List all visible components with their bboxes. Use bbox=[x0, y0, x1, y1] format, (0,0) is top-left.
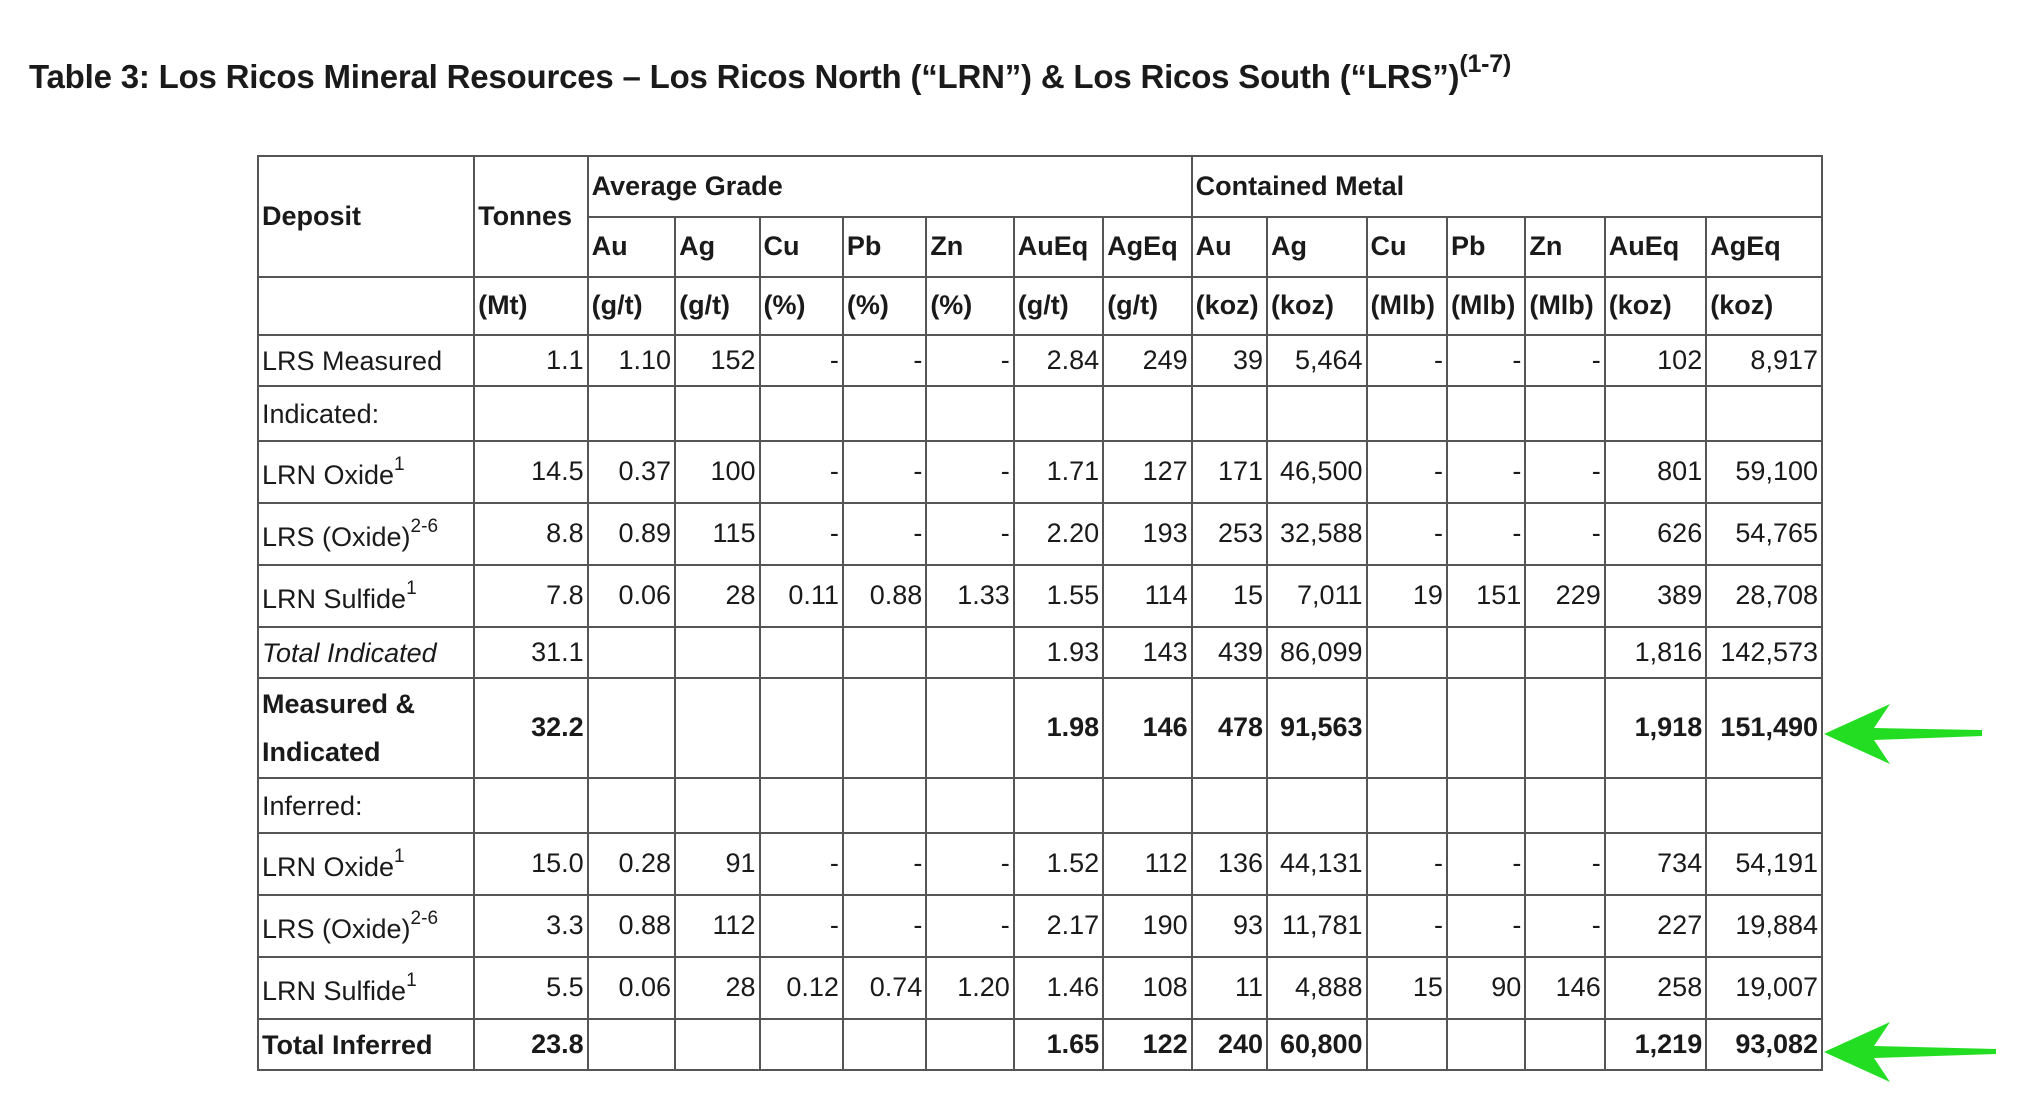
value-cell bbox=[760, 1019, 843, 1070]
value-cell: - bbox=[760, 503, 843, 565]
value-cell: 136 bbox=[1192, 833, 1267, 895]
contained-metal-header: Contained Metal bbox=[1192, 156, 1822, 217]
metal-header: AgEq bbox=[1706, 217, 1822, 277]
value-cell: 1.1 bbox=[474, 335, 588, 386]
value-cell bbox=[588, 778, 675, 833]
value-cell bbox=[474, 778, 588, 833]
value-cell bbox=[760, 678, 843, 778]
value-cell: 249 bbox=[1103, 335, 1191, 386]
deposit-label: LRS Measured bbox=[262, 345, 443, 376]
value-cell: 100 bbox=[675, 441, 759, 503]
value-cell bbox=[588, 678, 675, 778]
unit-header: (g/t) bbox=[1014, 277, 1103, 335]
deposit-cell bbox=[258, 565, 474, 627]
value-cell: 39 bbox=[1192, 335, 1267, 386]
value-cell: - bbox=[843, 441, 926, 503]
unit-header: (koz) bbox=[1605, 277, 1707, 335]
row-lrn-oxide-indicated bbox=[258, 441, 1822, 503]
value-cell: 15 bbox=[1367, 957, 1447, 1019]
value-cell: 229 bbox=[1525, 565, 1604, 627]
value-cell: 0.89 bbox=[588, 503, 675, 565]
value-cell bbox=[1367, 778, 1447, 833]
unit-header: (koz) bbox=[1267, 277, 1367, 335]
unit-header: (g/t) bbox=[588, 277, 675, 335]
metal-header: Au bbox=[588, 217, 675, 277]
row-total-indicated bbox=[258, 627, 1822, 678]
value-cell bbox=[474, 386, 588, 441]
value-cell: 1.46 bbox=[1014, 957, 1103, 1019]
value-cell: 19,884 bbox=[1706, 895, 1822, 957]
value-cell: 31.1 bbox=[474, 627, 588, 678]
value-cell: - bbox=[1367, 833, 1447, 895]
metal-header: Au bbox=[1192, 217, 1267, 277]
value-cell: 108 bbox=[1103, 957, 1191, 1019]
value-cell: 4,888 bbox=[1267, 957, 1367, 1019]
value-cell: - bbox=[1525, 335, 1604, 386]
row-measured-indicated bbox=[258, 678, 1822, 778]
header-row-units bbox=[258, 277, 1822, 335]
value-cell bbox=[1706, 778, 1822, 833]
row-lrs-oxide-indicated bbox=[258, 503, 1822, 565]
deposit-cell bbox=[258, 503, 474, 565]
value-cell bbox=[843, 678, 926, 778]
footnote-marker: 1 bbox=[406, 970, 417, 991]
value-cell bbox=[1367, 627, 1447, 678]
value-cell: 15 bbox=[1192, 565, 1267, 627]
value-cell: 5,464 bbox=[1267, 335, 1367, 386]
value-cell bbox=[1447, 678, 1525, 778]
value-cell: 19,007 bbox=[1706, 957, 1822, 1019]
row-lrn-sulfide-indicated bbox=[258, 565, 1822, 627]
value-cell: 171 bbox=[1192, 441, 1267, 503]
value-cell bbox=[1447, 627, 1525, 678]
metal-header: Ag bbox=[675, 217, 759, 277]
average-grade-header: Average Grade bbox=[588, 156, 1192, 217]
value-cell: 91,563 bbox=[1267, 678, 1367, 778]
value-cell: - bbox=[1367, 335, 1447, 386]
deposit-label: LRN Oxide bbox=[262, 852, 395, 882]
value-cell: - bbox=[1525, 895, 1604, 957]
value-cell: - bbox=[1367, 441, 1447, 503]
value-cell bbox=[926, 778, 1013, 833]
value-cell: 2.84 bbox=[1014, 335, 1103, 386]
value-cell: 7,011 bbox=[1267, 565, 1367, 627]
deposit-cell bbox=[258, 627, 474, 678]
row-total-inferred bbox=[258, 1019, 1822, 1070]
deposit-label: Total Indicated bbox=[262, 637, 437, 668]
deposit-cell bbox=[258, 957, 474, 1019]
value-cell: 142,573 bbox=[1706, 627, 1822, 678]
footnote-marker: 2-6 bbox=[410, 516, 439, 537]
value-cell bbox=[1706, 386, 1822, 441]
value-cell bbox=[843, 627, 926, 678]
metal-header: Pb bbox=[1447, 217, 1525, 277]
unit-header: (g/t) bbox=[1103, 277, 1191, 335]
value-cell: 1,816 bbox=[1605, 627, 1707, 678]
value-cell: 1.20 bbox=[926, 957, 1013, 1019]
value-cell: 1.98 bbox=[1014, 678, 1103, 778]
value-cell: 1.52 bbox=[1014, 833, 1103, 895]
value-cell: 112 bbox=[675, 895, 759, 957]
value-cell: 258 bbox=[1605, 957, 1707, 1019]
value-cell: 151 bbox=[1447, 565, 1525, 627]
deposit-label: Indicated: bbox=[262, 398, 380, 429]
footnote-marker: 1 bbox=[406, 578, 417, 599]
footnote-marker: 2-6 bbox=[410, 908, 439, 929]
row-lrn-oxide-inferred bbox=[258, 833, 1822, 895]
value-cell bbox=[1267, 386, 1367, 441]
unit-header: (%) bbox=[843, 277, 926, 335]
value-cell: 193 bbox=[1103, 503, 1191, 565]
value-cell bbox=[926, 1019, 1013, 1070]
value-cell: 734 bbox=[1605, 833, 1707, 895]
value-cell: 0.06 bbox=[588, 957, 675, 1019]
value-cell: 0.74 bbox=[843, 957, 926, 1019]
arrow-shape bbox=[1824, 704, 1982, 764]
unit-header: (%) bbox=[926, 277, 1013, 335]
deposit-cell bbox=[258, 1019, 474, 1070]
value-cell bbox=[1525, 678, 1604, 778]
unit-header: (Mlb) bbox=[1447, 277, 1525, 335]
value-cell: 227 bbox=[1605, 895, 1707, 957]
value-cell: - bbox=[926, 833, 1013, 895]
title-text: Table 3: Los Ricos Mineral Resources – Los Ricos North (“LRN”) & Los Ricos South (“LRS”) bbox=[29, 58, 1460, 95]
value-cell: 1.65 bbox=[1014, 1019, 1103, 1070]
row-lrs-oxide-inferred bbox=[258, 895, 1822, 957]
unit-header: (koz) bbox=[1706, 277, 1822, 335]
value-cell: 146 bbox=[1525, 957, 1604, 1019]
value-cell bbox=[1103, 778, 1191, 833]
value-cell: 626 bbox=[1605, 503, 1707, 565]
value-cell: 23.8 bbox=[474, 1019, 588, 1070]
value-cell: 2.17 bbox=[1014, 895, 1103, 957]
value-cell: 28 bbox=[675, 957, 759, 1019]
row-inferred-heading bbox=[258, 778, 1822, 833]
value-cell: - bbox=[760, 895, 843, 957]
deposit-label: Total Inferred bbox=[262, 1029, 433, 1060]
value-cell: 1.10 bbox=[588, 335, 675, 386]
value-cell bbox=[1367, 386, 1447, 441]
deposit-cell bbox=[258, 678, 474, 778]
value-cell: 46,500 bbox=[1267, 441, 1367, 503]
row-lrn-sulfide-inferred bbox=[258, 957, 1822, 1019]
value-cell: - bbox=[1447, 895, 1525, 957]
value-cell: 253 bbox=[1192, 503, 1267, 565]
deposit-cell bbox=[258, 441, 474, 503]
value-cell: 11 bbox=[1192, 957, 1267, 1019]
value-cell bbox=[760, 627, 843, 678]
value-cell: 54,191 bbox=[1706, 833, 1822, 895]
value-cell: 91 bbox=[675, 833, 759, 895]
value-cell bbox=[760, 386, 843, 441]
value-cell: 60,800 bbox=[1267, 1019, 1367, 1070]
value-cell: 44,131 bbox=[1267, 833, 1367, 895]
green-arrow-icon bbox=[1820, 700, 1985, 768]
value-cell: 122 bbox=[1103, 1019, 1191, 1070]
deposit-label: Inferred: bbox=[262, 790, 363, 821]
value-cell: 3.3 bbox=[474, 895, 588, 957]
metal-header: Ag bbox=[1267, 217, 1367, 277]
value-cell bbox=[675, 386, 759, 441]
metal-header: AgEq bbox=[1103, 217, 1191, 277]
unit-header: (g/t) bbox=[675, 277, 759, 335]
unit-header: (%) bbox=[760, 277, 843, 335]
value-cell: 19 bbox=[1367, 565, 1447, 627]
value-cell: - bbox=[760, 335, 843, 386]
value-cell: 112 bbox=[1103, 833, 1191, 895]
deposit-label: Measured & Indicated bbox=[262, 689, 416, 767]
metal-header: Pb bbox=[843, 217, 926, 277]
metal-header: Cu bbox=[1367, 217, 1447, 277]
value-cell bbox=[843, 386, 926, 441]
value-cell: - bbox=[926, 895, 1013, 957]
value-cell: 1,219 bbox=[1605, 1019, 1707, 1070]
value-cell: - bbox=[1447, 833, 1525, 895]
value-cell bbox=[1367, 1019, 1447, 1070]
value-cell: 0.06 bbox=[588, 565, 675, 627]
unit-header-blank bbox=[258, 277, 474, 335]
value-cell: 93 bbox=[1192, 895, 1267, 957]
value-cell: 90 bbox=[1447, 957, 1525, 1019]
value-cell bbox=[760, 778, 843, 833]
value-cell: - bbox=[926, 503, 1013, 565]
deposit-cell bbox=[258, 895, 474, 957]
value-cell bbox=[843, 1019, 926, 1070]
value-cell bbox=[1525, 1019, 1604, 1070]
value-cell bbox=[1525, 386, 1604, 441]
unit-header: (Mt) bbox=[474, 277, 588, 335]
unit-header: (Mlb) bbox=[1525, 277, 1604, 335]
value-cell: 114 bbox=[1103, 565, 1191, 627]
value-cell: 8,917 bbox=[1706, 335, 1822, 386]
value-cell: 15.0 bbox=[474, 833, 588, 895]
footnote-marker: 1 bbox=[394, 454, 405, 475]
value-cell bbox=[1014, 778, 1103, 833]
value-cell: 54,765 bbox=[1706, 503, 1822, 565]
deposit-header: Deposit bbox=[258, 156, 474, 277]
value-cell: - bbox=[1525, 503, 1604, 565]
value-cell bbox=[843, 778, 926, 833]
tonnes-header: Tonnes bbox=[474, 156, 588, 277]
value-cell: 389 bbox=[1605, 565, 1707, 627]
value-cell bbox=[675, 627, 759, 678]
value-cell: - bbox=[1447, 441, 1525, 503]
value-cell: - bbox=[760, 441, 843, 503]
value-cell: - bbox=[1525, 833, 1604, 895]
deposit-label: LRS (Oxide) bbox=[262, 522, 411, 552]
value-cell: - bbox=[1447, 503, 1525, 565]
value-cell: 102 bbox=[1605, 335, 1707, 386]
value-cell: 2.20 bbox=[1014, 503, 1103, 565]
unit-header: (Mlb) bbox=[1367, 277, 1447, 335]
value-cell: 0.28 bbox=[588, 833, 675, 895]
header-row-groups bbox=[258, 156, 1822, 217]
value-cell bbox=[926, 627, 1013, 678]
deposit-label: LRS (Oxide) bbox=[262, 914, 411, 944]
value-cell: 439 bbox=[1192, 627, 1267, 678]
value-cell: 0.88 bbox=[843, 565, 926, 627]
value-cell: 32.2 bbox=[474, 678, 588, 778]
value-cell bbox=[926, 678, 1013, 778]
value-cell bbox=[588, 627, 675, 678]
table-body bbox=[258, 335, 1822, 1070]
arrow-shape bbox=[1824, 1022, 1996, 1082]
value-cell: 478 bbox=[1192, 678, 1267, 778]
value-cell: 1.55 bbox=[1014, 565, 1103, 627]
value-cell bbox=[1192, 778, 1267, 833]
value-cell bbox=[1267, 778, 1367, 833]
value-cell: 8.8 bbox=[474, 503, 588, 565]
unit-header: (koz) bbox=[1192, 277, 1267, 335]
metal-header: Zn bbox=[1525, 217, 1604, 277]
value-cell: - bbox=[1367, 503, 1447, 565]
metal-header: Zn bbox=[926, 217, 1013, 277]
deposit-cell bbox=[258, 778, 474, 833]
value-cell: 190 bbox=[1103, 895, 1191, 957]
value-cell: 115 bbox=[675, 503, 759, 565]
value-cell: 143 bbox=[1103, 627, 1191, 678]
metal-header: AuEq bbox=[1605, 217, 1707, 277]
deposit-label: LRN Sulfide bbox=[262, 976, 407, 1006]
value-cell bbox=[588, 1019, 675, 1070]
value-cell bbox=[675, 1019, 759, 1070]
value-cell: - bbox=[843, 833, 926, 895]
value-cell: - bbox=[926, 335, 1013, 386]
value-cell: - bbox=[843, 895, 926, 957]
value-cell: 0.12 bbox=[760, 957, 843, 1019]
value-cell bbox=[588, 386, 675, 441]
deposit-cell bbox=[258, 386, 474, 441]
page-title bbox=[29, 50, 1512, 96]
value-cell bbox=[1525, 778, 1604, 833]
value-cell bbox=[1525, 627, 1604, 678]
value-cell: 146 bbox=[1103, 678, 1191, 778]
value-cell: - bbox=[760, 833, 843, 895]
value-cell bbox=[1367, 678, 1447, 778]
value-cell: 59,100 bbox=[1706, 441, 1822, 503]
value-cell: 0.37 bbox=[588, 441, 675, 503]
value-cell bbox=[1447, 778, 1525, 833]
value-cell bbox=[1192, 386, 1267, 441]
value-cell: - bbox=[1447, 335, 1525, 386]
value-cell: - bbox=[926, 441, 1013, 503]
value-cell: 1.93 bbox=[1014, 627, 1103, 678]
value-cell bbox=[1447, 1019, 1525, 1070]
footnote-marker: 1 bbox=[394, 846, 405, 867]
value-cell: 14.5 bbox=[474, 441, 588, 503]
value-cell: 5.5 bbox=[474, 957, 588, 1019]
value-cell: - bbox=[1525, 441, 1604, 503]
row-lrs-measured bbox=[258, 335, 1822, 386]
metal-header: AuEq bbox=[1014, 217, 1103, 277]
value-cell: 93,082 bbox=[1706, 1019, 1822, 1070]
value-cell: 151,490 bbox=[1706, 678, 1822, 778]
value-cell: 86,099 bbox=[1267, 627, 1367, 678]
value-cell: 152 bbox=[675, 335, 759, 386]
title-footnote: (1-7) bbox=[1459, 50, 1512, 78]
value-cell: 1.33 bbox=[926, 565, 1013, 627]
value-cell bbox=[926, 386, 1013, 441]
value-cell bbox=[1605, 778, 1707, 833]
value-cell: 0.11 bbox=[760, 565, 843, 627]
value-cell: 1.71 bbox=[1014, 441, 1103, 503]
value-cell: 240 bbox=[1192, 1019, 1267, 1070]
value-cell bbox=[675, 778, 759, 833]
value-cell: 11,781 bbox=[1267, 895, 1367, 957]
row-indicated-heading bbox=[258, 386, 1822, 441]
deposit-cell bbox=[258, 833, 474, 895]
value-cell bbox=[1014, 386, 1103, 441]
value-cell bbox=[675, 678, 759, 778]
deposit-cell bbox=[258, 335, 474, 386]
mineral-resources-table bbox=[257, 155, 1823, 1071]
value-cell: - bbox=[843, 503, 926, 565]
value-cell bbox=[1103, 386, 1191, 441]
value-cell: 7.8 bbox=[474, 565, 588, 627]
value-cell: - bbox=[1367, 895, 1447, 957]
value-cell: 28 bbox=[675, 565, 759, 627]
metal-header: Cu bbox=[760, 217, 843, 277]
value-cell: 801 bbox=[1605, 441, 1707, 503]
value-cell: 127 bbox=[1103, 441, 1191, 503]
deposit-label: LRN Oxide bbox=[262, 460, 395, 490]
value-cell: 1,918 bbox=[1605, 678, 1707, 778]
deposit-label: LRN Sulfide bbox=[262, 584, 407, 614]
green-arrow-icon bbox=[1820, 1018, 2000, 1086]
value-cell: 32,588 bbox=[1267, 503, 1367, 565]
value-cell: - bbox=[843, 335, 926, 386]
value-cell: 28,708 bbox=[1706, 565, 1822, 627]
value-cell bbox=[1447, 386, 1525, 441]
value-cell bbox=[1605, 386, 1707, 441]
value-cell: 0.88 bbox=[588, 895, 675, 957]
